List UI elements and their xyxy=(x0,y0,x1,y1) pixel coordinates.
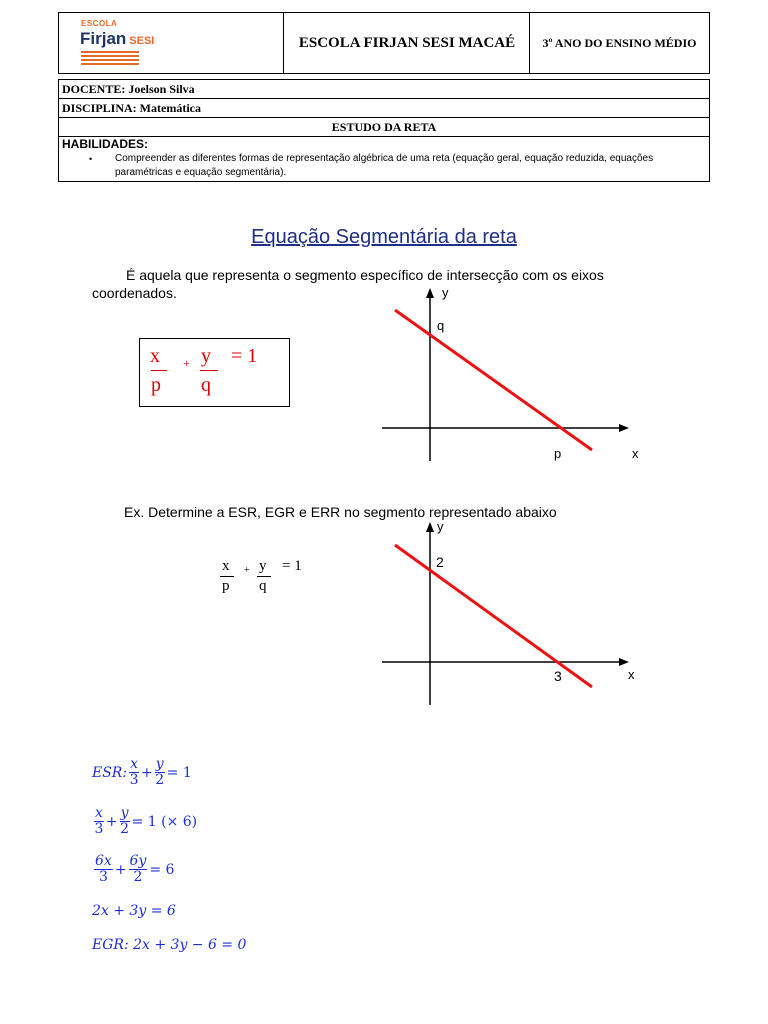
l3-frac-x xyxy=(94,854,113,885)
l3-plus: + xyxy=(114,861,127,878)
formula-p: p xyxy=(151,374,161,396)
logo-sesi: SESI xyxy=(129,35,155,47)
l2-den-2: 2 xyxy=(120,821,130,837)
l2-frac-x xyxy=(94,806,104,837)
small-formula-eq: = 1 xyxy=(282,558,302,574)
esr-den-3: 3 xyxy=(129,772,139,788)
small-formula-p: p xyxy=(222,578,230,594)
formula-x: x xyxy=(150,345,160,367)
graph1-line xyxy=(395,310,592,450)
graph2-y-arrow-icon xyxy=(426,522,434,532)
grade-label: 3º ANO DO ENSINO MÉDIO xyxy=(529,13,709,73)
intro-paragraph: É aquela que representa o segmento específico de intersecção com os eixos coordenados. xyxy=(92,267,604,301)
graph1-x-arrow-icon xyxy=(619,424,629,432)
l2-frac-y xyxy=(120,806,130,837)
esr-den-2: 2 xyxy=(155,772,165,788)
topic-row: ESTUDO DA RETA xyxy=(59,118,709,137)
l2-rhs: = 1 (× 6) xyxy=(131,813,198,830)
esr-num-x: x xyxy=(130,756,138,772)
esr-plus: + xyxy=(140,764,153,781)
solution-egr: EGR: 2x + 3y − 6 = 0 xyxy=(92,937,247,953)
graph1-p-label: p xyxy=(554,446,562,461)
l3-frac-y xyxy=(129,854,148,885)
graph2-x-label: x xyxy=(628,667,635,682)
page-title: Equação Segmentária da reta xyxy=(251,226,517,248)
example-text: Ex. Determine a ESR, EGR e ERR no segmento representado abaixo xyxy=(124,504,557,520)
l2-num-y: y xyxy=(120,805,129,821)
esr-num-y: y xyxy=(155,756,164,772)
solution-esr xyxy=(92,757,192,788)
solution-line-3 xyxy=(92,854,174,885)
small-formula-y: y xyxy=(259,558,267,574)
l2-num-x: x xyxy=(95,805,103,821)
school-name: ESCOLA FIRJAN SESI MACAÉ xyxy=(283,13,530,73)
formula-y: y xyxy=(201,345,211,367)
graph2-x-arrow-icon xyxy=(619,658,629,666)
formula-plus: + xyxy=(183,356,190,370)
l3-num-6y: 6y xyxy=(129,853,147,869)
esr-rhs: = 1 xyxy=(166,764,192,781)
esr-frac-y xyxy=(155,757,165,788)
l3-den-3: 3 xyxy=(98,869,108,885)
solution-line-2 xyxy=(92,806,197,837)
l3-num-6x: 6x xyxy=(95,853,112,869)
graph1-y-label: y xyxy=(442,285,449,300)
solution-line-4: 2x + 3y = 6 xyxy=(92,903,176,919)
esr-frac-x xyxy=(129,757,139,788)
formula-q: q xyxy=(201,374,211,396)
l3-den-2: 2 xyxy=(133,869,143,885)
graph1-y-arrow-icon xyxy=(426,288,434,298)
bullet-icon: • xyxy=(89,154,93,164)
graph1-x-label: x xyxy=(632,446,639,461)
graph2-x-intercept: 3 xyxy=(554,668,562,684)
small-formula-plus: + xyxy=(244,565,250,576)
logo-top-text: ESCOLA xyxy=(81,19,118,28)
formula-eq: = 1 xyxy=(231,345,258,367)
small-formula-q: q xyxy=(259,578,267,594)
l2-den-3: 3 xyxy=(94,821,104,837)
small-formula-bar-2 xyxy=(257,576,271,577)
small-formula-x: x xyxy=(222,558,230,574)
graph2-y-intercept: 2 xyxy=(436,554,444,570)
habilidades-label: HABILIDADES: xyxy=(62,137,148,151)
habilidades-text: Compreender as diferentes formas de representação algébrica de uma reta (equação geral, equação reduzida, equações paramétricas e equação segmentária). xyxy=(115,153,654,178)
small-formula-bar-1 xyxy=(220,576,234,577)
graph2-y-label: y xyxy=(437,519,444,534)
esr-label: ESR: xyxy=(92,764,128,781)
l3-rhs: = 6 xyxy=(149,861,175,878)
logo-firjan: Firjan xyxy=(80,29,127,48)
disciplina-row: DISCIPLINA: Matemática xyxy=(59,99,709,118)
graph2-line xyxy=(395,545,592,687)
docente-row: DOCENTE: Joelson Silva xyxy=(59,80,709,99)
graph1-q-label: q xyxy=(437,318,445,333)
l2-plus: + xyxy=(105,813,118,830)
small-formula xyxy=(210,556,320,600)
